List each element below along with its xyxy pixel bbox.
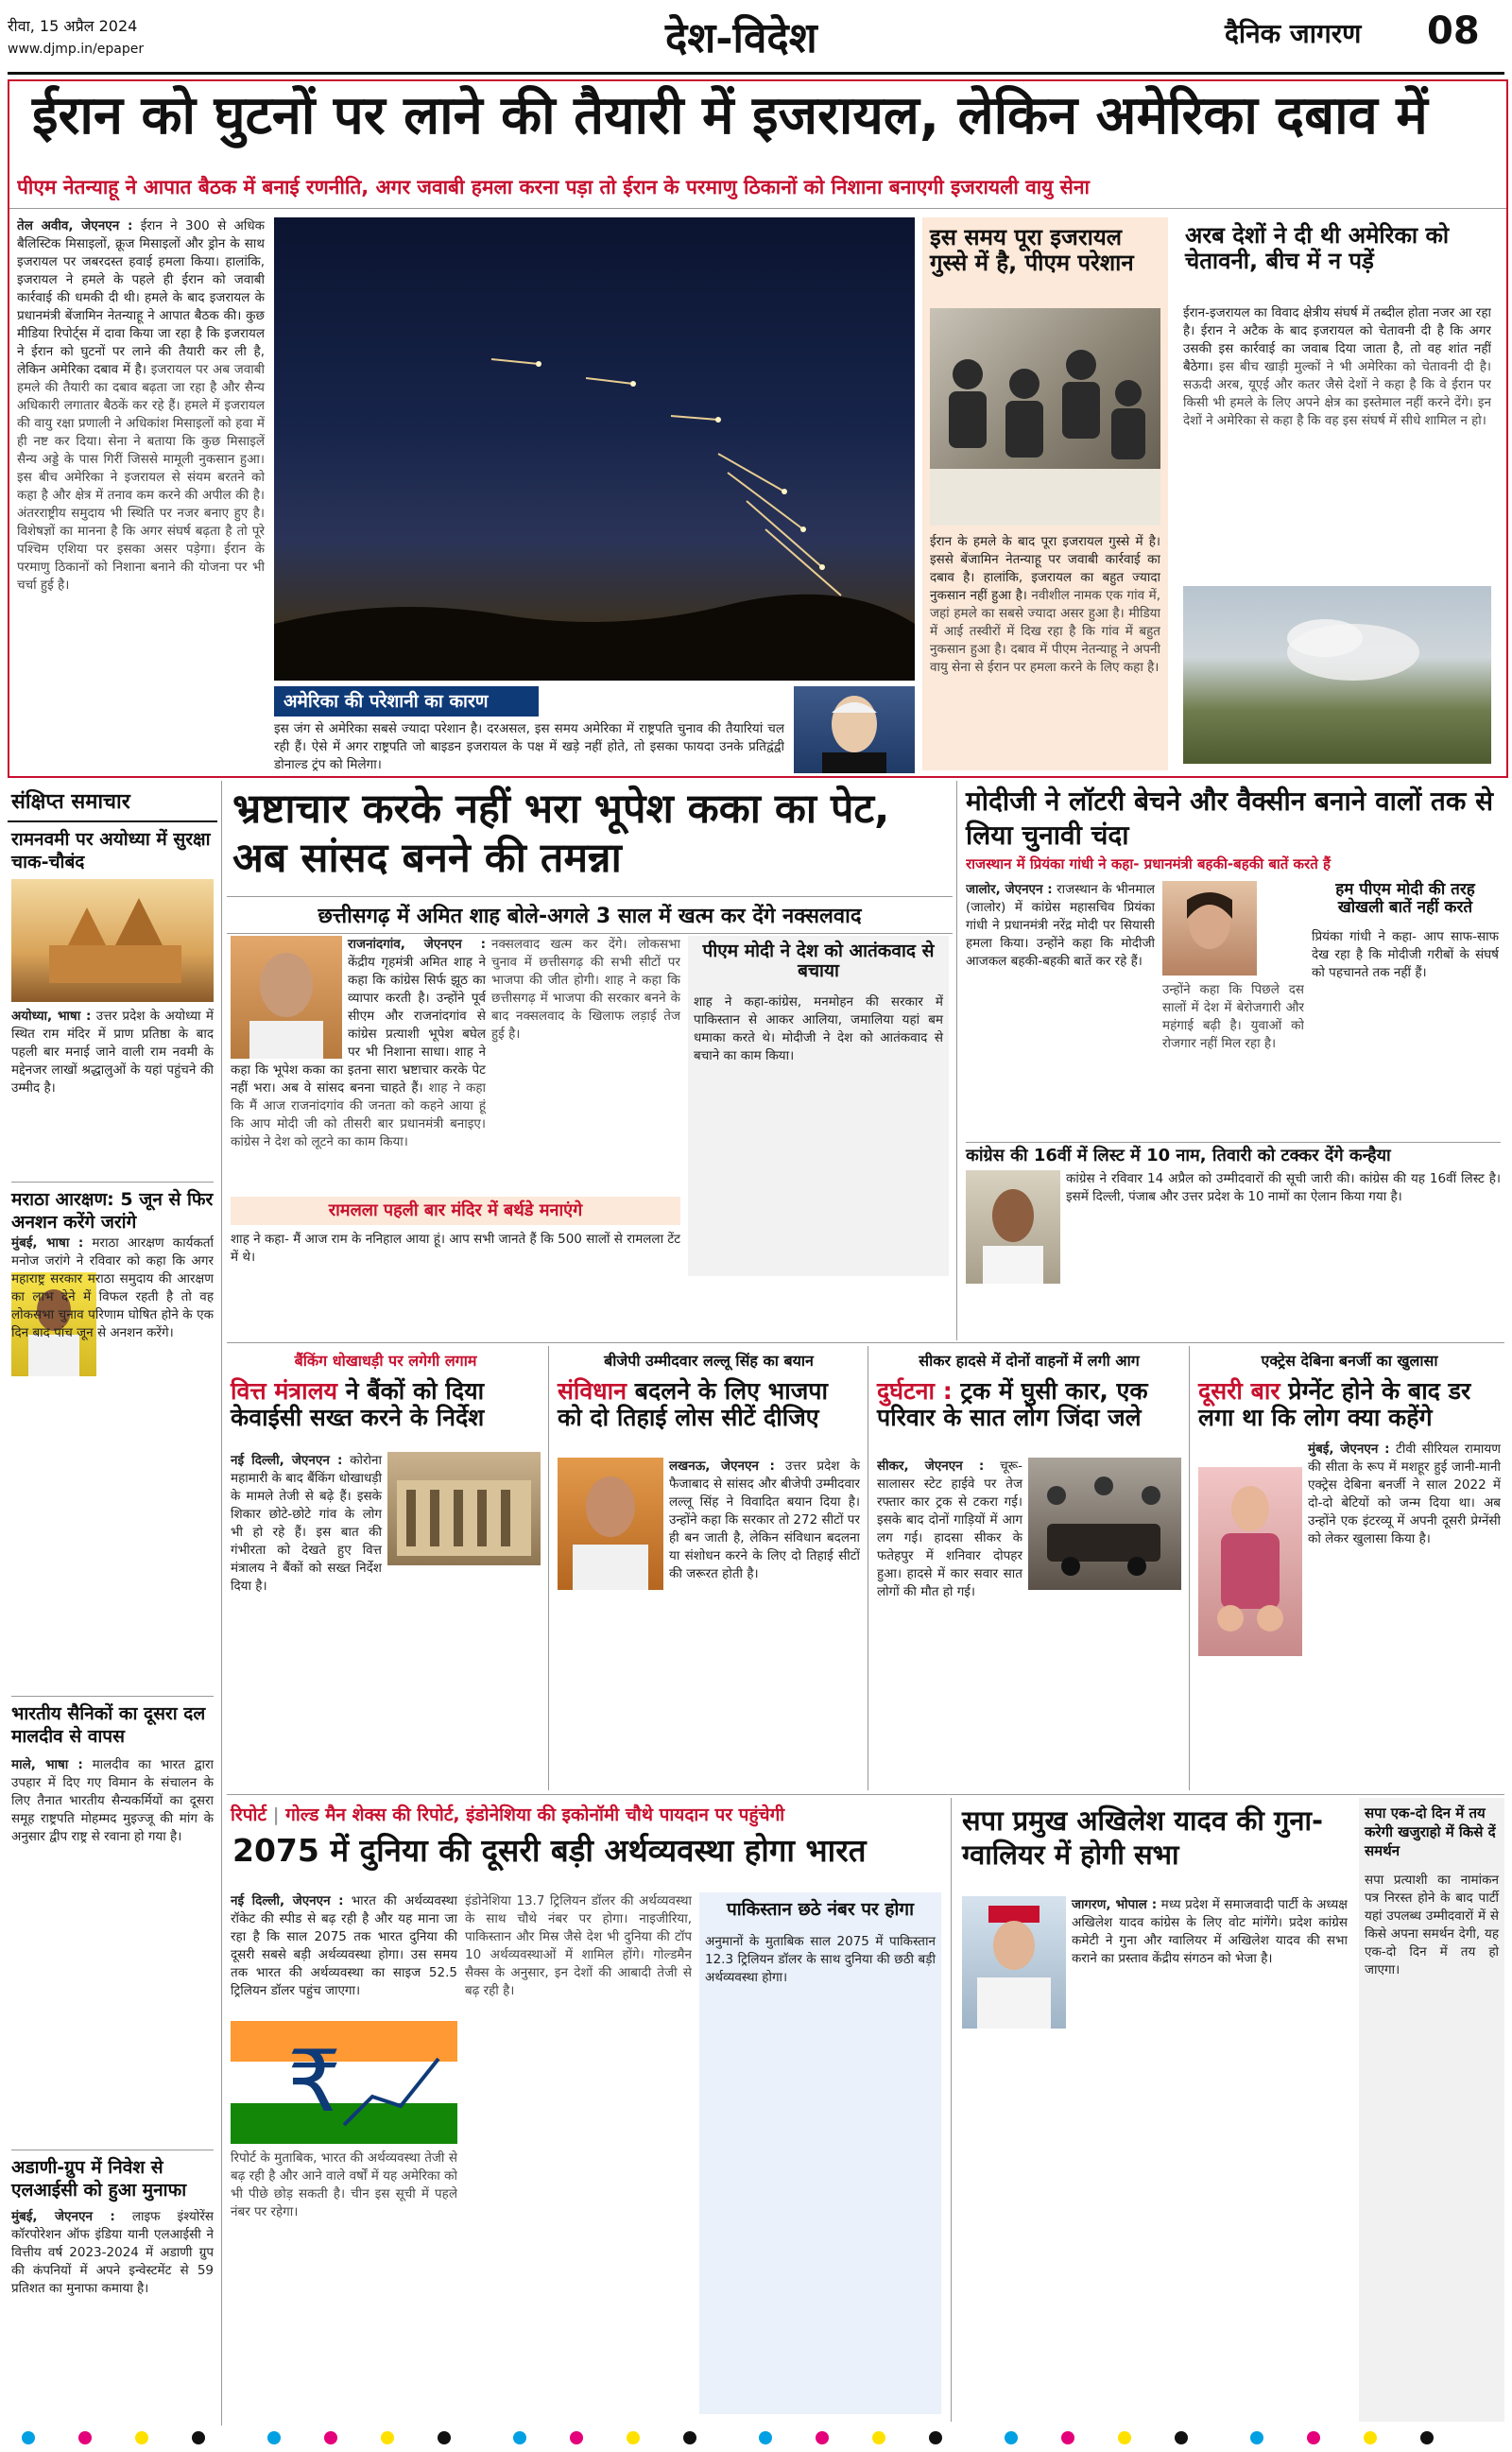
report-story xyxy=(227,1798,947,2422)
temple-graphic xyxy=(11,879,214,1002)
masthead xyxy=(0,0,1512,78)
brief-item-2-byline: मुंबई, भाषा : xyxy=(11,1235,84,1251)
photo-spacer xyxy=(1198,1441,1308,1658)
pak-box xyxy=(699,1892,941,2414)
lallu-headline-rest: बदलने के लिए भाजपा को दो तिहाई लोस सीटें दीजिए xyxy=(558,1377,828,1431)
modi-side-text: प्रियंका गांधी ने कहा- आप साफ-साफ देख रहा है कि मोदीजी गरीबों के संघर्ष को पहचानते तक नहीं हैं। xyxy=(1312,929,1499,980)
page-number: 08 xyxy=(1427,9,1480,53)
kanhaiya-photo xyxy=(966,1170,1060,1284)
brief-item-3-text: मालदीव का भारत द्वारा उपहार में दिए गए विमान के संचालन के लिए तैनात भारतीय सैन्यकर्मियों का दूसरा समूह राष्ट्रपति मोहम्मद मुइज्जू की मांग के अनुसार द्वीप राष्ट्र से रवाना हो गया है। xyxy=(11,1757,214,1844)
lallu-body xyxy=(558,1458,860,1783)
kanhaiya-portrait-graphic xyxy=(966,1170,1060,1284)
israel-body xyxy=(930,533,1160,764)
debina-story xyxy=(1194,1346,1504,1790)
priyanka-photo xyxy=(1162,881,1257,976)
america-box-title: अमेरिका की परेशानी का कारण xyxy=(274,686,539,717)
modi-story xyxy=(960,781,1504,1340)
modi-body xyxy=(966,881,1155,1136)
section-title: देश-विदेश xyxy=(665,14,817,62)
netanyahu-meeting-photo xyxy=(930,308,1160,526)
kicker-separator: | xyxy=(272,1804,286,1825)
sikar-story xyxy=(873,1346,1185,1790)
bank-headline xyxy=(227,1374,544,1435)
paper-name: दैनिक जागरण xyxy=(1225,18,1362,49)
debina-headline-red: दूसरी बार xyxy=(1198,1377,1280,1405)
modi-body-text: राजस्थान के भीनमाल (जालोर) में कांग्रेस महासचिव प्रियंका गांधी ने प्रधानमंत्री नरेंद्र मोदी पर सियासी हमला किया। उन्होंने कहा कि मोदीजी आजकल बहकी-बहकी बातें कर रहे हैं। xyxy=(966,882,1155,969)
smoke-landscape-photo xyxy=(1183,586,1491,764)
brief-title: संक्षिप्त समाचार xyxy=(8,781,217,822)
america-box-body xyxy=(274,720,784,773)
israel-side-box xyxy=(922,217,1168,770)
akhilesh-side-body xyxy=(1359,1866,1504,2388)
report-col1-filler: रिपोर्ट के मुताबिक, भारत की अर्थव्यवस्था तेजी से बढ़ रही है और आने वाले वर्षों में यह अमेरिका को भी पीछे छोड़ सकती है। चीन इस सूची में पहले नंबर पर रहेगा। xyxy=(231,2150,457,2219)
brief-item-1-title: रामनवमी पर अयोध्या में सुरक्षा चाक-चौबंद xyxy=(11,829,211,872)
brief-item-2-title: मराठा आरक्षण: 5 जून से फिर अनशन करेंगे जरांगे xyxy=(11,1182,214,1234)
photo-spacer xyxy=(558,1458,669,1594)
bank-headline-red: वित्त मंत्रालय xyxy=(231,1377,338,1405)
arab-body-text: ईरान-इजरायल का विवाद क्षेत्रीय संघर्ष में तब्दील होता नजर आ रहा है। ईरान ने अटैक के बाद इजरायल को चेतावनी दी है कि अगर उसकी इस कार्रवाई का जवाब दिया जाता है, तो वह शांत नहीं बैठेगा। xyxy=(1183,305,1491,374)
report-body-col2 xyxy=(465,1892,692,2414)
lallu-byline: लखनऊ, जेएनएन : xyxy=(669,1459,775,1474)
sikar-headline xyxy=(873,1374,1185,1435)
lead-headline: ईरान को घुटनों पर लाने की तैयारी में इजरायल, लेकिन अमेरिका दबाव में xyxy=(32,85,1428,147)
rupee-flag-graphic xyxy=(231,2021,457,2144)
debina-body xyxy=(1198,1441,1501,1783)
arab-body xyxy=(1183,304,1491,578)
bhupesh-body-filler: शाह ने कहा कि मैं आज राजनांदगांव की जनता को कहने आया हूं कि आप मोदी जी को तीसरी बार प्रधानमंत्री बनाइए। कांग्रेस ने देश को लूटने का काम किया। xyxy=(231,1080,486,1149)
row-divider-2 xyxy=(227,1794,1504,1795)
debina-byline: मुंबई, जेएनएन : xyxy=(1308,1442,1390,1457)
akhilesh-story xyxy=(956,1798,1353,2422)
brief-column xyxy=(8,781,217,2435)
akhilesh-side-box xyxy=(1359,1798,1504,2422)
lead-body: ईरान ने 300 से अधिक बैलिस्टिक मिसाइलों, क्रूज मिसाइलों और ड्रोन के साथ इजरायल पर जबरदस्त हवाई हमला किया। हालांकि, इजरायल ने हमले के पहले ही ईरान को जवाबी कार्रवाई की धमकी दी थी। हमले के बाद इजरायल के प्रधानमंत्री बेंजामिन नेतन्याहू ने आपात बैठक की। कुछ मीडिया रिपोर्ट्स में दावा किया जा रहा है कि इजरायल ने ईरान को घुटनों पर लाने की तैयारी कर ली है, लेकिन अमेरिका दबाव में है। xyxy=(17,218,265,377)
america-box-text: इस जंग से अमेरिका सबसे ज्यादा परेशान है। दरअसल, इस समय अमेरिका में राष्ट्रपति चुनाव की तैयारियां चल रही हैं। ऐसे में अगर राष्ट्रपति जो बाइडन इजरायल के पक्ष में खड़े नहीं होते, तो इसका फायदा उनके प्रतिद्वंद्वी डोनाल्ड ट्रंप को मिलेगा। xyxy=(274,721,784,772)
bank-byline: नई दिल्ली, जेएनएन : xyxy=(231,1453,343,1468)
registration-bar-graphic xyxy=(0,2427,1512,2448)
registration-marks xyxy=(0,2427,1512,2448)
israel-headline: इस समय पूरा इजरायल गुस्से में है, पीएम परेशान xyxy=(930,224,1134,276)
smoke-cloud-graphic xyxy=(1183,586,1491,764)
brief-item-2-text: मराठा आरक्षण कार्यकर्ता मनोज जरांगे ने रविवार को कहा कि अगर महाराष्ट्र सरकार मराठा समुदाय की आरक्षण का लाभ देने में विफल रहती है तो वह लोकसभा चुनाव परिणाम घोषित होने के एक दिन बाद पांच जून से अनशन करेंगे। xyxy=(11,1235,214,1340)
lallu-kicker: बीजेपी उम्मीदवार लल्लू सिंह का बयान xyxy=(604,1352,814,1370)
lallu-story xyxy=(554,1346,864,1790)
row3-rule-1 xyxy=(548,1346,549,1790)
bhupesh-body: केंद्रीय गृहमंत्री अमित शाह ने कहा कि कांग्रेस सिर्फ झूठ का व्यापार करती है। उन्होंने पूर्व सीएम और राजनांदगांव से कांग्रेस प्रत्याशी भूपेश बघेल पर भी निशाना साधा। शाह ने कहा कि भूपेश कका का इतना सारा भ्रष्टाचार करके पेट नहीं भरा। अब वे सांसद बनना चाहते हैं। xyxy=(231,955,486,1096)
sikar-body-text: चूरू-सालासर स्टेट हाईवे पर तेज रफ्तार कार ट्रक से टकरा गई। इसके बाद दोनों गाड़ियों में आग लग गई। हादसा सीकर के फतेहपुर में शनिवार दोपहर हुआ। हादसे में कार सवार सात लोगों की मौत हो गई। xyxy=(877,1459,1023,1599)
arab-headline: अरब देशों ने दी थी अमेरिका को चेतावनी, बीच में न पड़ें xyxy=(1185,222,1450,274)
debina-headline xyxy=(1194,1374,1504,1435)
akhilesh-body-text: मध्य प्रदेश में समाजवादी पार्टी के अध्यक्ष अखिलेश यादव कांग्रेस के लिए वोट मांगेंगे। प्रदेश कांग्रेस कमेटी ने गुना और ग्वालियर में अखिलेश यादव की सभा कराने का प्रस्ताव केंद्रीय संगठन को भेजा है। xyxy=(1072,1897,1348,1966)
sikar-headline-rest: ट्रक में घुसी कार, एक परिवार के सात लोग जिंदा जले xyxy=(877,1377,1148,1431)
lead-body-column xyxy=(17,217,265,766)
ram-box-body xyxy=(231,1231,680,1335)
modi-subhead: राजस्थान में प्रियंका गांधी ने कहा- प्रधानमंत्री बहकी-बहकी बातें करते हैं xyxy=(966,855,1331,872)
sikar-headline-red: दुर्घटना : xyxy=(877,1377,953,1405)
bank-body-text: कोरोना महामारी के बाद बैंकिंग धोखाधड़ी के मामले तेजी से बढ़े हैं। इसके शिकार छोटे-छोटे गांव के लोग भी हो रहे हैं। इस बात की गंभीरता को देखते हुए वित्त मंत्रालय ने बैंकों को सख्त निर्देश दिया है। xyxy=(231,1453,382,1594)
sikar-kicker: सीकर हादसे में दोनों वाहनों में लगी आग xyxy=(919,1352,1140,1370)
photo-spacer xyxy=(1022,1458,1181,1594)
photo-spacer xyxy=(231,936,348,1059)
bhupesh-headline: भ्रष्टाचार करके नहीं भरा भूपेश कका का पेट, अब सांसद बनने की तमन्ना xyxy=(232,786,890,882)
sikar-byline: सीकर, जेएनएन : xyxy=(877,1459,985,1474)
akhilesh-side-title: सपा एक-दो दिन में तय करेगी खजुराहो में किसे दें समर्थन xyxy=(1365,1804,1496,1859)
svg-text:₹: ₹ xyxy=(287,2032,342,2132)
meeting-people-graphic xyxy=(930,308,1160,526)
brief-item-1-text: उत्तर प्रदेश के अयोध्या में स्थित राम मंदिर में प्राण प्रतिष्ठा के बाद पहली बार मनाई जाने वाली राम नवमी के मद्देनजर लाखों श्रद्धालुओं के यहां पहुंचने की उम्मीद है। xyxy=(11,1009,214,1096)
row4-rule xyxy=(951,1798,952,2422)
israel-body-text: ईरान के हमले के बाद पूरा इजरायल गुस्से में है। इससे बेंजामिन नेतन्याहू पर जवाबी कार्रवाई का दबाव है। हालांकि, इजरायल का बहुत ज्यादा नुकसान नहीं हुआ है। xyxy=(930,534,1160,603)
bhupesh-col2-filler: नक्सलवाद खत्म कर देंगे। लोकसभा चुनाव में छत्तीसगढ़ की सभी सीटों पर भाजपा की जीत होगी। शाह ने कहा कि छत्तीसगढ़ में भाजपा की सरकार बनने के बाद नक्सलवाद के खिलाफ लड़ाई तेज हुई है। xyxy=(491,937,680,1042)
modi-body-col2 xyxy=(1162,981,1304,1132)
bank-headline-rest: ने बैंकों को दिया केवाईसी सख्त करने के निर्देश xyxy=(231,1377,485,1431)
photo-spacer xyxy=(382,1452,541,1569)
brief-item-4-text: लाइफ इंश्योरेंस कॉरपोरेशन ऑफ इंडिया यानी एलआईसी ने वित्तीय वर्ष 2023-2024 में अडाणी ग्रुप की कंपनियों में अपने इन्वेस्टमेंट से 59 प्रतिशत का मुनाफा कमाया है। xyxy=(11,2209,214,2296)
pak-box-text: अनुमानों के मुताबिक साल 2075 में पाकिस्तान 12.3 ट्रिलियन डॉलर के साथ दुनिया की छठी बड़ी अर्थव्यवस्था होगा। xyxy=(705,1934,936,1986)
ayodhya-photo xyxy=(11,879,214,1002)
brief-item-2-body xyxy=(11,1235,214,1688)
rupee-graph-photo xyxy=(231,2021,457,2144)
pak-box-title: पाकिस्तान छठे नंबर पर होगा xyxy=(726,1899,915,1920)
israel-body-filler: नवीशील नामक एक गांव में, जहां हमले का सबसे ज्यादा असर हुआ है। मीडिया में आई तस्वीरों में दिख रहा है कि गांव में बहुत नुकसान हुआ है। दबाव में पीएम नेतन्याहू ने अपनी वायु सेना से ईरान पर हमला करने के लिए कहा है। xyxy=(930,588,1160,675)
epaper-url[interactable]: www.djmp.in/epaper xyxy=(8,42,145,57)
brief-item-3-body xyxy=(11,1756,214,2144)
brief-item-3-title: भारतीय सैनिकों का दूसरा दल मालदीव से वापस xyxy=(11,1696,214,1748)
modi-byline: जालोर, जेएनएन : xyxy=(966,882,1053,897)
bank-story xyxy=(227,1346,544,1790)
brief-item-4-body xyxy=(11,2208,214,2426)
debina-body-text: टीवी सीरियल रामायण की सीता के रूप में मशहूर हुई जानी-मानी एक्ट्रेस देबिना बनर्जी ने साल 2022 में दो-दो बेटियों को जन्म दिया था। अब उन्होंने एक इंटरव्यू में अपनी दूसरी प्रेग्नेंसी को लेकर खुलासा किया है। xyxy=(1308,1442,1501,1546)
bhupesh-body-col2 xyxy=(491,936,680,1191)
report-headline: 2075 में दुनिया की दूसरी बड़ी अर्थव्यवस्था होगा भारत xyxy=(232,1832,867,1869)
report-body xyxy=(231,1892,457,2015)
akhilesh-side-text: सपा प्रत्याशी का नामांकन पत्र निरस्त होने के बाद पार्टी यहां उपलब्ध उम्मीदवारों में से किसे अपना समर्थन देगी, यह एक-दो दिन में तय हो जाएगा। xyxy=(1365,1873,1499,1977)
modi-col2-filler: उन्होंने कहा कि पिछले दस सालों में देश में बेरोजगारी और महंगाई बढ़ी है। युवाओं को रोजगार नहीं मिल रहा है। xyxy=(1162,982,1304,1051)
brief-item-1-body xyxy=(11,1008,214,1173)
arab-side-box xyxy=(1176,217,1499,770)
lallu-headline xyxy=(554,1374,864,1435)
akhilesh-headline: सपा प्रमुख अखिलेश यादव की गुना-ग्वालियर में होगी सभा xyxy=(962,1804,1324,1871)
missile-trails-graphic xyxy=(274,217,915,681)
modi-headline: मोदीजी ने लॉटरी बेचने और वैक्सीन बनाने वालों तक से लिया चुनावी चंदा xyxy=(966,786,1494,851)
report-kicker-prefix: रिपोर्ट xyxy=(231,1804,266,1825)
akhilesh-body xyxy=(962,1896,1348,2414)
akhilesh-byline: जागरण, भोपाल : xyxy=(1072,1897,1158,1912)
row3-rule-3 xyxy=(1189,1346,1190,1790)
lead-byline: तेल अवीव, जेएनएन : xyxy=(17,218,133,233)
modi-side-body xyxy=(1312,928,1499,1136)
ram-box-title: रामलला पहली बार मंदिर में बर्थडे मनाएंगे xyxy=(231,1197,680,1225)
lead-story xyxy=(8,79,1508,778)
report-byline: नई दिल्ली, जेएनएन : xyxy=(231,1893,344,1908)
bhupesh-byline: राजनांदगांव, जेएनएन : xyxy=(348,937,486,952)
report-kicker: गोल्ड मैन शेक्स की रिपोर्ट, इंडोनेशिया की इकोनॉमी चौथे पायदान पर पहुंचेगी xyxy=(285,1804,785,1825)
report-body-text: भारत की अर्थव्यवस्था रॉकेट की स्पीड से बढ़ रही है और यह माना जा रहा है कि साल 2075 तक भारत दुनिया की दूसरी सबसे बड़ी अर्थव्यवस्था होगा। उस समय तक भारत की अर्थव्यवस्था का साइज 52.5 ट्रिलियन डॉलर पहुंच जाएगा। xyxy=(231,1893,457,1998)
brief-item-1-byline: अयोध्या, भाषा : xyxy=(11,1009,92,1024)
brief-item-3-byline: माले, भाषा : xyxy=(11,1757,83,1772)
pm-box-body xyxy=(688,988,949,1273)
bank-kicker: बैंकिंग धोखाधड़ी पर लगेगी लगाम xyxy=(294,1352,477,1370)
report-col2-filler: इंडोनेशिया 13.7 ट्रिलियन डॉलर की अर्थव्यवस्था के साथ चौथे नंबर पर होगा। नाइजीरिया, पाकिस्तान और मिस्र जैसे देश भी दुनिया की टॉप 10 अर्थव्यवस्थाओं में शामिल होंगे। गोल्डमैन सैक्स के अनुसार, इन देशों की आबादी तेजी से बढ़ रही है। xyxy=(465,1893,692,1998)
missile-night-photo xyxy=(274,217,915,681)
brief-item-4-byline: मुंबई, जेएनएन : xyxy=(11,2209,115,2224)
congress-body xyxy=(1066,1170,1501,1331)
brief-column-rule xyxy=(221,781,222,2426)
lead-subhead-rule xyxy=(9,208,1506,209)
lallu-headline-red: संविधान xyxy=(558,1377,627,1405)
biden-photo xyxy=(794,686,915,773)
ram-box-text: शाह ने कहा- मैं आज राम के ननिहाल आया हूं। आप सभी जानते हैं कि 500 सालों से रामलला टेंट में थे। xyxy=(231,1232,680,1265)
lallu-body-text: उत्तर प्रदेश के फैजाबाद से सांसद और बीजेपी उम्मीदवार लल्लू सिंह ने विवादित बयान दिया है। उन्होंने कहा कि सरकार तो 272 सीटों पर ही बन जाती है, लेकिन संविधान बदलना या संशोधन करने के लिए दो तिहाई सीटों की जरूरत होती है। xyxy=(669,1459,860,1581)
biden-portrait-graphic xyxy=(794,686,915,773)
bank-body xyxy=(231,1452,541,1783)
row-divider-1 xyxy=(227,1342,1504,1343)
pm-box xyxy=(688,936,949,1276)
lead-body-filler: इजरायल पर अब जवाबी हमले की तैयारी का दबाव बढ़ता जा रहा है और सैन्य अधिकारी लगातार बैठकें कर रहे हैं। हमले में इजरायल की वायु रक्षा प्रणाली ने अधिकांश मिसाइलों को हवा में ही नष्ट कर दिया। सेना ने बताया कि कुछ मिसाइलें सैन्य अड्डे के पास गिरीं जिससे मामूली नुकसान हुआ। इस बीच अमेरिका ने इजरायल से संयम बरतने को कहा है और क्षेत्र में तनाव कम करने की अपील की है। अंतरराष्ट्रीय समुदाय भी स्थिति पर नजर बनाए हुए है। विशेषज्ञों का मानना है कि अगर संघर्ष बढ़ता है तो पूरे पश्चिम एशिया पर इसका असर पड़ेगा। ईरान के परमाणु ठिकानों को निशाना बनाने की योजना पर भी चर्चा हुई है। xyxy=(17,362,265,593)
arab-body-filler: इस बीच खाड़ी मुल्कों ने भी अमेरिका को चेतावनी दी है। सऊदी अरब, यूएई और कतर जैसे देशों ने कहा है कि वे ईरान पर किसी भी हमले के लिए अपने क्षेत्र का इस्तेमाल नहीं करने देंगे। इन देशों ने अमेरिका से कहा है कि वह इस संघर्ष में सीधे शामिल न हो। xyxy=(1183,359,1491,428)
priyanka-portrait-graphic xyxy=(1162,881,1257,976)
pm-box-text: शाह ने कहा-कांग्रेस, मनमोहन की सरकार में पाकिस्तान से आकर आलिया, जमालिया यहां बम धमाका करते थे। मोदीजी ने देश को आतंकवाद से बचाने का काम किया। xyxy=(694,993,943,1063)
debina-kicker: एक्ट्रेस देबिना बनर्जी का खुलासा xyxy=(1261,1352,1438,1370)
masthead-divider xyxy=(8,72,1504,75)
congress-body-text: कांग्रेस ने रविवार 14 अप्रैल को उम्मीदवारों की सूची जारी की। कांग्रेस की यह 16वीं लिस्ट है। इसमें दिल्ली, पंजाब और उत्तर प्रदेश के 10 नामों का ऐलान किया गया है। xyxy=(1066,1171,1501,1204)
report-kicker-row xyxy=(227,1798,947,1830)
brief-item-4-title: अडाणी-ग्रुप में निवेश से एलआईसी को हुआ मुनाफा xyxy=(11,2150,214,2202)
pm-box-title: पीएम मोदी ने देश को आतंकवाद से बचाया xyxy=(702,941,935,982)
bhupesh-subhead: छत्तीसगढ़ में अमित शाह बोले-अगले 3 साल में खत्म कर देंगे नक्सलवाद xyxy=(227,896,953,934)
photo-spacer xyxy=(962,1896,1072,2032)
sikar-body xyxy=(877,1458,1181,1783)
debina-headline-rest: प्रेग्नेंट होने के बाद डर लगा था कि लोग क्या कहेंगे xyxy=(1198,1377,1471,1431)
lead-subhead: पीएम नेतन्याहू ने आपात बैठक में बनाई रणनीति, अगर जवाबी हमला करना पड़ा तो ईरान के परमाणु ठिकानों को निशाना बनाएगी इजरायली वायु सेना xyxy=(17,176,1090,199)
modi-side-headline: हम पीएम मोदी की तरह खोखली बातें नहीं करते xyxy=(1335,880,1475,918)
center-rule xyxy=(956,781,957,1340)
report-body-col1 xyxy=(231,2150,457,2414)
date-line: रीवा, 15 अप्रैल 2024 xyxy=(8,17,138,35)
bhupesh-story xyxy=(227,781,953,1340)
pak-box-body xyxy=(699,1927,941,2383)
congress-headline: कांग्रेस की 16वीं में लिस्ट में 10 नाम, तिवारी को टक्कर देंगे कन्हैया xyxy=(966,1142,1501,1166)
